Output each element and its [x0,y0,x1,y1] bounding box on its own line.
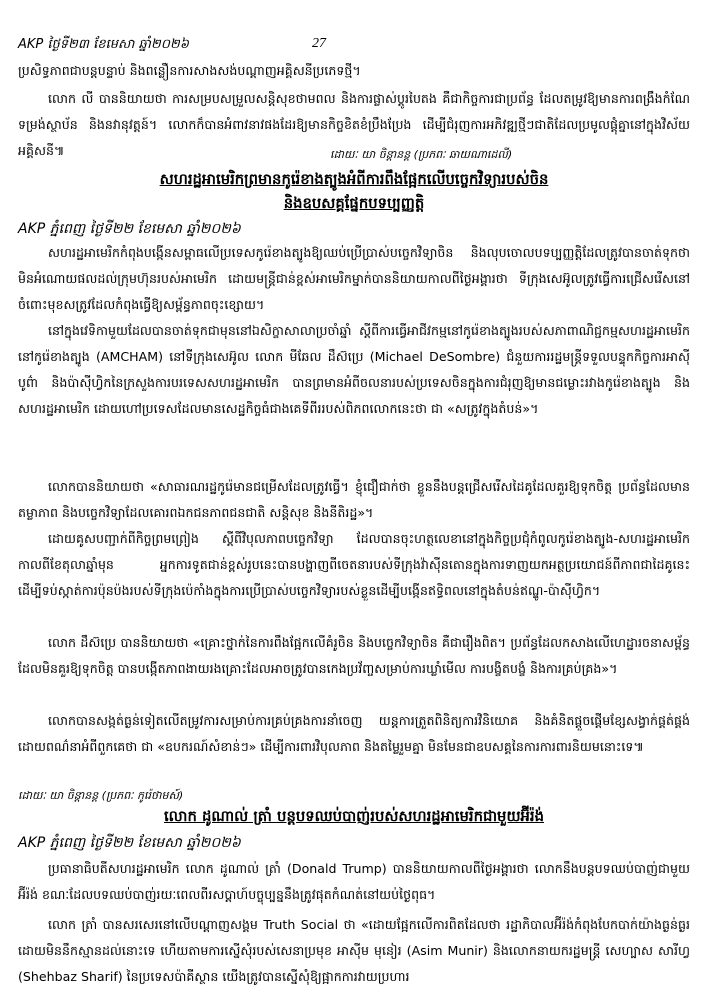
article-paragraph: លោកបាននិយាយថា «សាធារណរដ្ឋកូរ៉េមានជម្រើសដែលត្រូវធ្វើ។ ខ្ញុំជឿជាក់ថា ខ្លួននឹងបន្តជ្រើសរើសដៃគូដែលគួរឱ្យទុកចិត្ត ប្រព័ន្ធដែលមានតម្លាភាព និងបច្ចេកវិទ្យាដែលគោរពឯកជនភាពជនជាតិ សន្តិសុខ និងនីតិរដ្ឋ»។ [18,479,690,520]
article-paragraph: ដោយគូសបញ្ជាក់ពីកិច្ចព្រមព្រៀង ស្តីពីវិបុលភាពបច្ចេកវិទ្យា ដែលបានចុះហត្ថលេខានៅក្នុងកិច្ចប្រជុំកំពូលកូរ៉េខាងត្បូង-សហរដ្ឋអាមេរិក កាលពីខែតុលាឆ្នាំមុន អ្នកការទូតជាន់ខ្ពស់រូបនេះបានបង្ហាញពីចេតនារបស់ទីក្រុងវ៉ាស៊ីនតោនក្នុងការទាញយកអត្ថប្រយោជន៍ពីភាពជាដៃគូនេះ ដើម្បីទប់ស្កាត់ការប៉ុនប៉ងរបស់ទីក្រុងប៉េកាំងក្នុងការប្រើប្រាស់បច្ចេកវិទ្យារបស់ខ្លួនដើម្បីបង្កើនឥទ្ធិពលនៅក្នុងតំបន់ឥណ្ឌូ-ប៉ាស៊ីហ្វិក។ [18,531,690,598]
article-byline: ដោយៈ យា ចិន្តានន្ត (ប្រភពៈ ឆាយណាដេលី) [330,148,513,161]
article-dateline: AKP ភ្នំពេញ ថ្ងៃទី២២ ខែមេសា ឆ្នាំ២០២៦ [18,835,241,851]
article-paragraph: ប្រធានាធិបតីសហរដ្ឋអាមេរិក លោក ដូណាល់ ត្រាំ (Donald Trump) បាននិយាយកាលពីថ្ងៃអង្គារថា លោកនឹងបន្តបទឈប់បាញ់ជាមួយអ៊ីរ៉ង់ ខណៈដែលបទឈប់បាញ់រយៈពេលពីរសប្តាហ៍បច្ចុប្បន្ននឹងត្រូវផុតកំណត់នៅយប់ថ្ងៃពុធ។ [18,861,690,902]
article-paragraph: លោក ត្រាំ បានសរសេរនៅលើបណ្តាញសង្គម Truth Social ថា «ដោយផ្អែកលើការពិតដែលថា រដ្ឋាភិបាលអ៊ីរ៉ង់កំពុងបែកបាក់យ៉ាងធ្ងន់ធ្ងរដោយមិននឹកស្មានដល់នោះទេ ហើយតាមការស្នើសុំរបស់សេនាប្រមុខ អាស៊ីម មុនៀរ (Asim Munir) និងលោកនាយករដ្ឋមន្ត្រី សេហ្បាស សារីហ្វ (Shehbaz Sharif) នៃប្រទេសប៉ាគីស្ថាន យើងត្រូវបានស្នើសុំឱ្យផ្អាកការវាយប្រហារ [18,917,690,984]
article-paragraph: លោកបានសង្កត់ធ្ងន់ទៀតលើតម្រូវការសម្រាប់ការគ្រប់គ្រងការនាំចេញ យន្តការត្រួតពិនិត្យការវិនិយោគ និងគំនិតផ្តួចផ្តើមខ្សែសង្វាក់ផ្គត់ផ្គង់ ដោយពណ៌នាអំពីពួកគេថា ជា «ឧបករណ៍សំខាន់ៗ» ដើម្បីការពារវិបុលភាព និងតម្លៃរួមគ្នា មិនមែនជាឧបសគ្គនៃការការពារនិយមនោះទេ៕ [18,713,690,754]
article-paragraph: លោក លី បាននិយាយថា ការសម្របសម្រួលសន្តិសុខថាមពល និងការផ្លាស់ប្តូរបៃតង គឺជាកិច្ចការជាប្រព័ន្ធ ដែលតម្រូវឱ្យមានការពង្រឹងកំណែទម្រង់ស្ថាប័ន និងនវានុវត្តន៍។ លោកក៏បានអំពាវនាវផងដែរឱ្យមានកិច្ចខិតខំប្រឹងប្រែង ដើម្បីជំរុញការអភិវឌ្ឍថ្មីៗជាតិដែលប្រមូលផ្តុំគ្នានៅក្នុងវិស័យអគ្គិសនី៕ [18,91,690,158]
article-dateline: AKP ភ្នំពេញ ថ្ងៃទី២២ ខែមេសា ឆ្នាំ២០២៦ [18,221,241,237]
header-date: AKP ថ្ងៃទី២៣ ខែមេសា ឆ្នាំ២០២៦ [18,37,189,52]
article-title-line1: សហរដ្ឋអាមេរិកព្រមានកូរ៉េខាងត្បូងអំពីការពឹងផ្អែកលើបច្ចេកវិទ្យារបស់ចិន [159,171,549,188]
article-title: លោក ដូណាល់ ត្រាំ បន្តបទឈប់បាញ់របស់សហរដ្ឋអាមេរិកជាមួយអ៊ីរ៉ង់ [163,808,545,825]
article-paragraph: នៅក្នុងវេទិកាមួយដែលបានចាត់ទុកជាមុននៅឯសិក្ខាសាលាប្រចាំឆ្នាំ ស្តីពីការធ្វើអាជីវកម្មនៅកូរ៉េខាងត្បូងរបស់សភាពាណិជ្ជកម្មសហរដ្ឋអាមេរិកនៅកូរ៉េខាងត្បូង (AMCHAM) នៅទីក្រុងសេអ៊ូល លោក មីឆែល ដឹស៊ប្រេ (Michael DeSombre) ជំនួយការរដ្ឋមន្ត្រីទទួលបន្ទុកកិច្ចការអាស៊ីបូព៌ា និងប៉ាស៊ីហ្វិកនៃក្រសួងការបរទេសសហរដ្ឋអាមេរិក បានព្រមានអំពីចលនារបស់ប្រទេសចិនក្នុងការជំរុញឱ្យមានជម្លោះរវាងកូរ៉េខាងត្បូង និងសហរដ្ឋអាមេរិក ដោយហៅប្រទេសដែលមានសេដ្ឋកិច្ចធំជាងគេទីពីររបស់ពិភពលោកនេះថា ជា «សត្រូវក្នុងតំបន់»។ [18,323,690,416]
page-number: 27 [312,36,326,51]
article-paragraph: លោក ដឹស៊ប្រេ បាននិយាយថា «គ្រោះថ្នាក់នៃការពឹងផ្អែកលើគំរូចិន និងបច្ចេកវិទ្យាចិន គឺជារឿងពិត។ ប្រព័ន្ធដែលកសាងលើហេដ្ឋារចនាសម្ព័ន្ធដែលមិនគួរឱ្យទុកចិត្ត បានបង្កើតភាពងាយរងគ្រោះដែលអាចត្រូវបានកេងប្រវ័ញ្ចសម្រាប់ការឃ្លាំមើល ការបង្ខិតបង្ខំ និងការគ្រប់គ្រង»។ [18,635,690,676]
article-paragraph: សហរដ្ឋអាមេរិកកំពុងបង្កើនសម្ពាធលើប្រទេសកូរ៉េខាងត្បូងឱ្យឈប់ប្រើប្រាស់បច្ចេកវិទ្យាចិន និងលុបចោលបទប្បញ្ញត្តិដែលត្រូវបានចាត់ទុកថាមិនអំណោយផលដល់ក្រុមហ៊ុនរបស់អាមេរិក ដោយមន្ត្រីជាន់ខ្ពស់អាមេរិកម្នាក់បាននិយាយកាលពីថ្ងៃអង្គារថា ទីក្រុងសេអ៊ូលត្រូវធ្វើការជ្រើសរើសនៅចំពោះមុខសត្រូវដែលកំពុងធ្វើឱ្យសម្ព័ន្ធភាពចុះខ្សោយ។ [18,245,690,312]
article-byline: ដោយៈ យា ចិន្តានន្ត (ប្រភពៈ កូរ៉េថាមស៍) [18,789,184,802]
article-title-line2: និងឧបសគ្គផ្នែកបទប្បញ្ញត្តិ [283,195,425,212]
article-continuation-line: ប្រសិទ្ធភាពជាបន្តបន្ទាប់ និងពន្លឿនការសាងសង់បណ្តាញអគ្គិសនីប្រភេទថ្មី។ [18,63,361,78]
